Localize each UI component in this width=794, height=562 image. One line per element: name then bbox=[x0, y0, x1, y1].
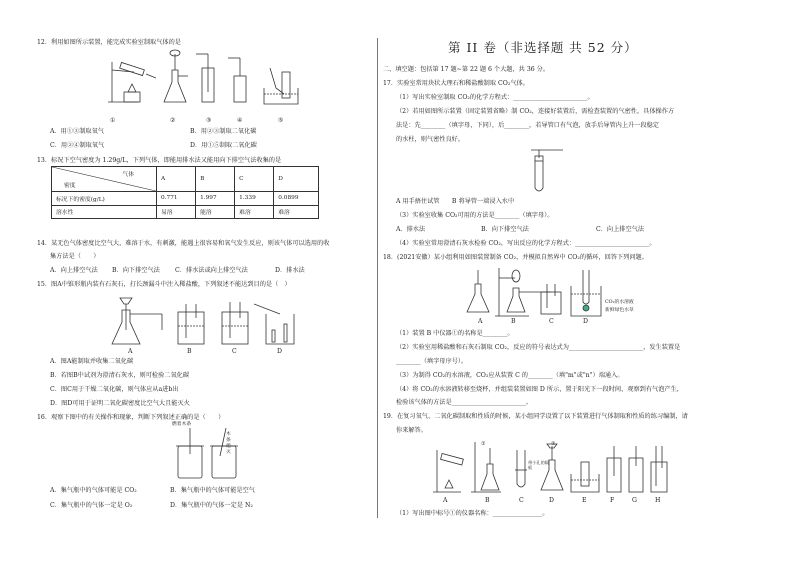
q14-option-b: B．向下排空气法 bbox=[112, 267, 160, 274]
q14-stem-line1: 14．某无色气体密度比空气大，难溶于水，有刺激，能遇上很容易和氧气发生反应，则该气体可以选用的收 bbox=[37, 240, 330, 247]
q18-note-solution: CO₂的水溶液 bbox=[605, 300, 634, 305]
q19-label-b: B bbox=[485, 497, 490, 504]
q13-col-c: C bbox=[235, 167, 274, 192]
q14-stem-line2: 集方法是（ ） bbox=[50, 253, 100, 260]
q19-label-c: C bbox=[519, 497, 524, 504]
q19-label-a: A bbox=[443, 497, 448, 504]
q19-label-e: E bbox=[582, 497, 587, 504]
q18-apparatus-figure bbox=[461, 262, 611, 320]
q13-stem: 13．标况下空气密度为 1.29g/L，下列气体，即能用排水法又能用向下排空气法收集的是 bbox=[37, 157, 282, 164]
q15-option-d: D．图D可用于证明二氧化碳密度比空气大且能灭火 bbox=[50, 400, 190, 407]
q15-option-b: B．若图B中试剂为澄清石灰水，则可检验二氧化碳 bbox=[50, 372, 190, 379]
q19-part1: （1）写出图中标号①的仪器名称：________________。 bbox=[396, 510, 549, 517]
q19-label-g: G bbox=[632, 497, 637, 504]
q18-label-d: D bbox=[583, 318, 588, 325]
q12-apparatus-figure bbox=[98, 48, 308, 116]
q17-option3-a: A．排水法 bbox=[396, 226, 426, 233]
table-cell: 难溶 bbox=[274, 205, 319, 219]
q19-note-1: ① bbox=[481, 442, 486, 447]
q16-label-burning: 燃着木条 bbox=[172, 422, 192, 427]
column-divider bbox=[377, 38, 378, 518]
q13-col-b: B bbox=[196, 167, 235, 192]
q15-option-c: C．图C用于干燥二氧化碳，则气体应从a进b出 bbox=[50, 386, 179, 393]
q16-stem: 16．观察下图中的有关操作和现象，判断下列叙述正确的是（ ） bbox=[37, 414, 225, 421]
q12-label-5: ⑤ bbox=[278, 117, 284, 124]
q16-option-d: D．集气瓶中的气体一定是 N₂ bbox=[170, 502, 253, 509]
table-cell: 0.0899 bbox=[274, 192, 319, 206]
q15-label-a: A bbox=[128, 348, 133, 355]
table-cell: 能溶 bbox=[196, 205, 235, 219]
q14-option-c: C．排水法或向上排空气法 bbox=[175, 267, 248, 274]
q15-label-c: C bbox=[232, 348, 237, 355]
q14-option-d: D．排水法 bbox=[275, 267, 305, 274]
q17-options-2: A 用手捂住试管 B 将导管一端浸入水中 bbox=[396, 198, 515, 205]
q18-stem: 18．(2021安徽）某小组利用如图装置制备 CO₂，并模拟自然界中 CO₂的循环，回答下列问题。 bbox=[383, 254, 648, 261]
q18-label-a: A bbox=[478, 318, 483, 325]
q17-part2-line1: （2）若用如图所示装置（固定装置省略）制 CO₂，连接好装置后，需检查装置的气密性，具体操作方 bbox=[396, 108, 675, 115]
q15-option-a: A．图A能制取并收集二氧化碳 bbox=[50, 358, 134, 365]
q13-gas-table bbox=[51, 166, 319, 219]
q15-apparatus-figure bbox=[104, 290, 304, 348]
q12-stem: 12．利用如图所示装置，能完成实验室制取气体的是 bbox=[37, 39, 181, 46]
q18-note-plant: 新鲜绿色水草 bbox=[605, 308, 634, 313]
q13-row2-label: 溶水性 bbox=[52, 205, 157, 219]
q19-stem-line2: 你来解答。 bbox=[396, 427, 427, 434]
q18-label-b: B bbox=[511, 318, 516, 325]
q18-part4-line1: （4）将 CO₂的水溶液转移至烧杯，并组装装置如图 D 所示，置于阳光下一段时间，观察到有气泡产生， bbox=[396, 386, 683, 393]
table-row bbox=[52, 192, 319, 206]
q18-part3: （3）为制得 CO₂的水溶液，CO₂应从装置 C 的________（填"m"或"n"）端通入。 bbox=[396, 372, 624, 379]
q13-header-diagonal-cell bbox=[52, 167, 157, 192]
q16-gas-jar-figure bbox=[168, 424, 248, 480]
q12-label-3: ③ bbox=[206, 117, 212, 124]
q13-header-bottom: 密度 bbox=[64, 183, 76, 189]
q17-part1: （1）写出实验室制取 CO₂的化学方程式：________________________。 bbox=[396, 94, 594, 101]
q18-part4-line2: 检验该气体的方法是________________________。 bbox=[396, 399, 533, 406]
q18-part2-line2: ________（填字母序号）。 bbox=[396, 358, 468, 365]
q15-label-b: B bbox=[187, 348, 192, 355]
table-cell: 易溶 bbox=[157, 205, 196, 219]
q12-label-1: ① bbox=[110, 117, 116, 124]
q18-label-c: C bbox=[549, 318, 554, 325]
q13-header-top: 气体 bbox=[122, 172, 134, 178]
section-instructions: 二、填空题：包括第 17 题~第 22 题 6 个大题，共 36 分。 bbox=[383, 66, 550, 73]
q12-option-b: B．用②③制取二氧化碳 bbox=[190, 128, 257, 135]
q12-option-d: D．用①⑤制取二氧化碳 bbox=[190, 142, 257, 149]
q13-col-a: A bbox=[157, 167, 196, 192]
q17-part4: （4）实验室常用澄清石灰水检验 CO₂，写出反应的化学方程式：________________________。 bbox=[396, 240, 656, 247]
table-cell: 1.997 bbox=[196, 192, 235, 206]
q19-stem-line1: 19．在复习氧气、二氧化碳制取和性质的时候，某小组同学设置了以下装置进行气体制取和性质的练习编制，请 bbox=[383, 413, 688, 420]
q15-stem: 15．图A中锥形瓶内装有石灰石，打长颈漏斗中注入稀盐酸，下列叙述不能达到目的是（ ） bbox=[37, 281, 291, 288]
q16-label-extinguished: 木条熄灭 bbox=[226, 432, 231, 455]
q12-option-a: A．用①③制取氧气 bbox=[50, 128, 104, 135]
q14-option-a: A．向上排空气法 bbox=[50, 267, 98, 274]
q17-stem: 17．实验室常用块状大理石和稀盐酸制取 CO₂气体。 bbox=[383, 80, 529, 87]
q16-option-c: C．集气瓶中的气体一定是 O₂ bbox=[50, 502, 133, 509]
q16-option-b: B．集气瓶中的气体可能是空气 bbox=[170, 487, 255, 494]
q19-note-plate: 带小孔的隔板 bbox=[528, 460, 549, 470]
q17-part2-line2: 法是：先________（填字母，下同），后________，若导管口有气泡，放手后导管内上升一段稳定 bbox=[396, 122, 659, 129]
table-cell: 0.771 bbox=[157, 192, 196, 206]
q16-option-a: A．集气瓶中的气体可能是 CO₂ bbox=[50, 487, 137, 494]
q13-col-d: D bbox=[274, 167, 319, 192]
table-row bbox=[52, 205, 319, 219]
q19-note-2: ② bbox=[551, 442, 556, 447]
section-title: 第 II 卷（非选择题 共 52 分） bbox=[448, 40, 638, 55]
q19-label-f: F bbox=[610, 497, 615, 504]
q13-row1-label: 标况下的密度(g/L) bbox=[52, 192, 157, 206]
table-cell: 1.339 bbox=[235, 192, 274, 206]
q17-option3-c: C．向上排空气法 bbox=[596, 226, 645, 233]
q12-option-c: C．用②④制取氧气 bbox=[50, 142, 105, 149]
table-cell: 难溶 bbox=[235, 205, 274, 219]
q19-label-d: D bbox=[549, 497, 554, 504]
q17-option3-b: B．向下排空气法 bbox=[481, 226, 529, 233]
q18-part1: （1）装置 B 中仪器①的名称是________。 bbox=[396, 330, 514, 337]
q19-label-h: H bbox=[655, 497, 661, 504]
q17-part2-line3: 的水柱，则气密性良好。 bbox=[396, 136, 465, 143]
q12-label-2: ② bbox=[170, 117, 176, 124]
q15-label-d: D bbox=[277, 348, 282, 355]
q18-part2-line1: （2）实验室用稀盐酸和石灰石制取 CO₂，反应的符号表达式为________________________，发生装置是 bbox=[396, 344, 681, 351]
q17-part3: （3）实验室收集 CO₂可用的方法是________（填字母）。 bbox=[396, 212, 554, 219]
q12-label-4: ④ bbox=[237, 117, 243, 124]
q17-test-tube-figure bbox=[529, 144, 569, 196]
